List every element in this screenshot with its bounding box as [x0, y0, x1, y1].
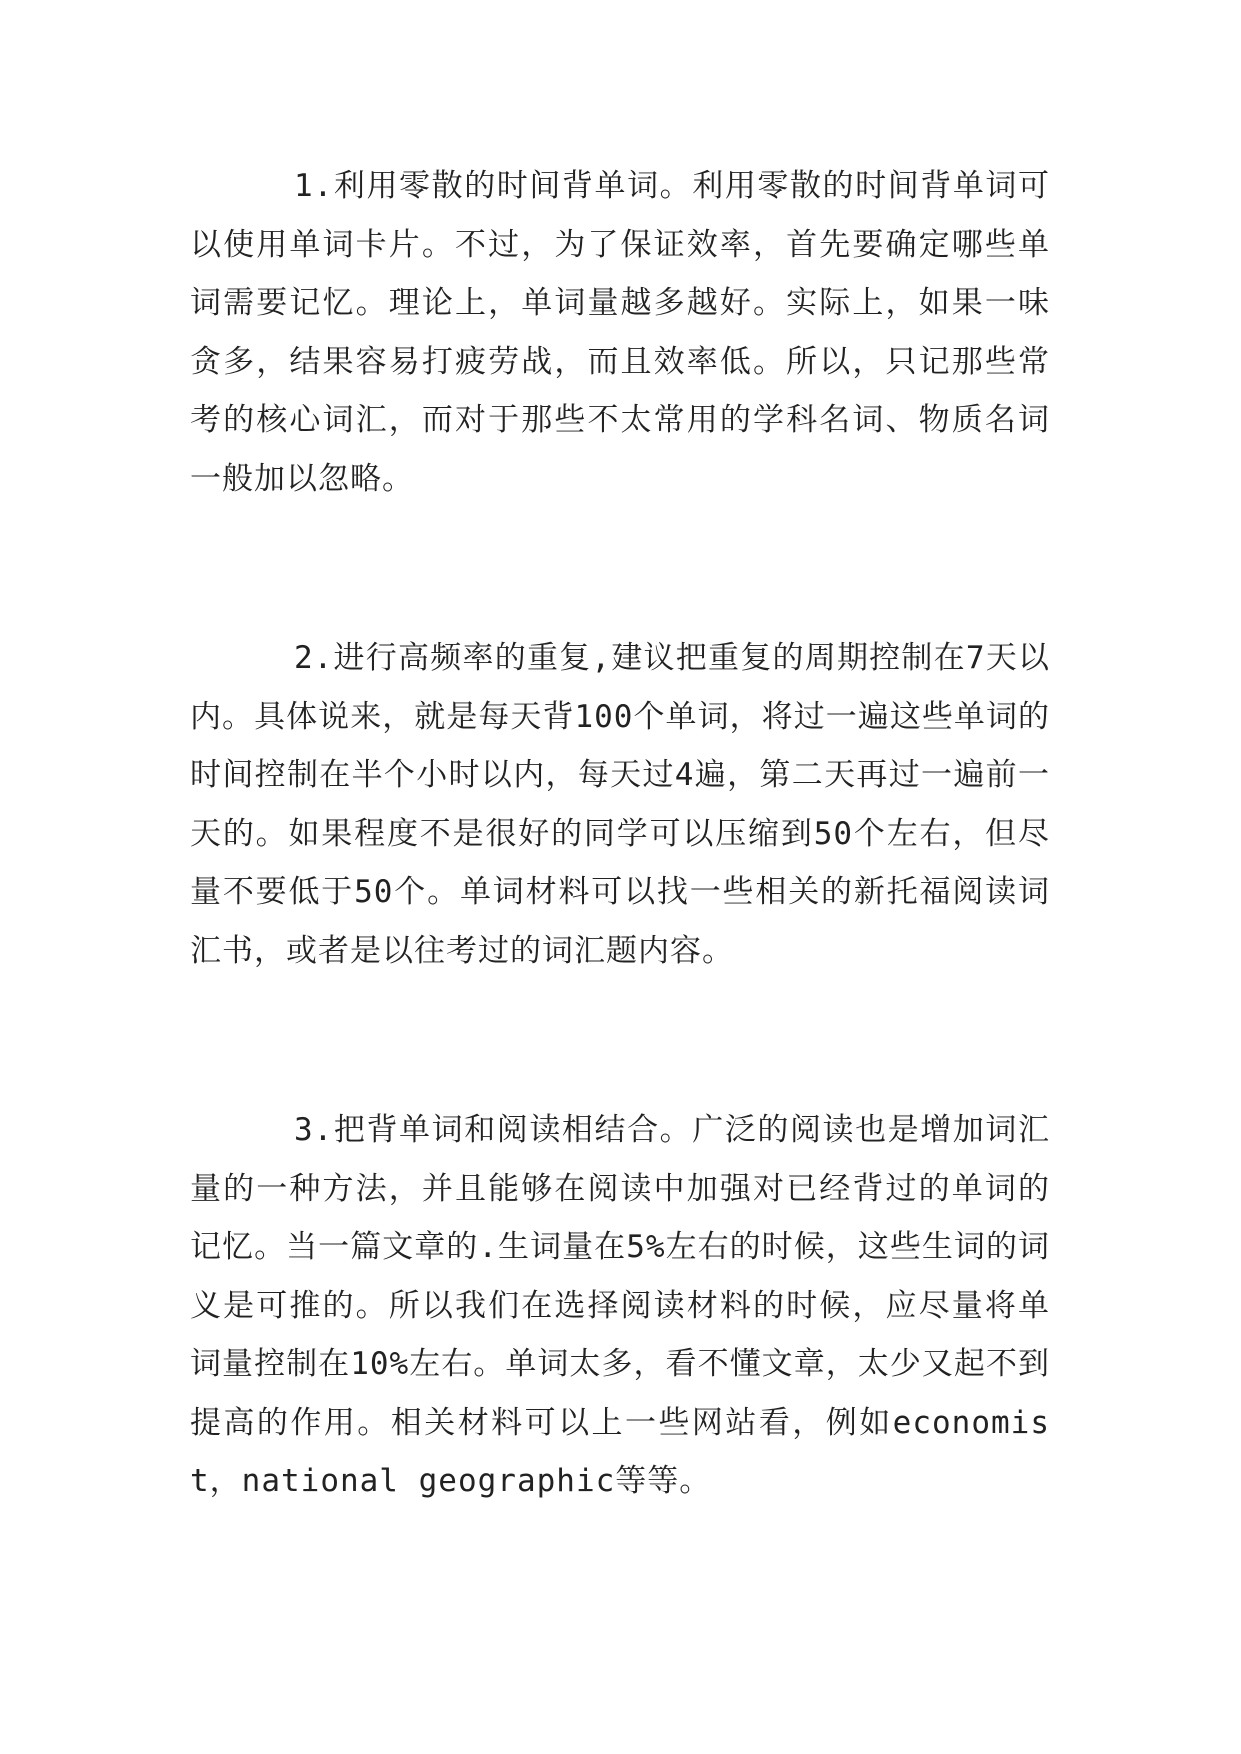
paragraph-2: 2.进行高频率的重复,建议把重复的周期控制在7天以内。具体说来，就是每天背100个单词，将过一遍这些单词的时间控制在半个小时以内，每天过4遍，第二天再过一遍前一天的。如果程度不是很好的同学可以压缩到50个左右，但尽量不要低于50个。单词材料可以找一些相关的新托福阅读词汇书，或者是以往考过的词汇题内容。 [190, 640, 1050, 969]
paragraph-3: 3.把背单词和阅读相结合。广泛的阅读也是增加词汇量的一种方法，并且能够在阅读中加强对已经背过的单词的记忆。当一篇文章的.生词量在5%左右的时候，这些生词的词义是可推的。所以我们在选择阅读材料的时候，应尽量将单词量控制在10%左右。单词太多，看不懂文章，太少又起不到提高的作用。相关材料可以上一些网站看，例如economist，national geographic等等。 [190, 1112, 1050, 1499]
paragraph-1: 1.利用零散的时间背单词。利用零散的时间背单词可以使用单词卡片。不过，为了保证效率，首先要确定哪些单词需要记忆。理论上，单词量越多越好。实际上，如果一味贪多，结果容易打疲劳战，而且效率低。所以，只记那些常考的核心词汇，而对于那些不太常用的学科名词、物质名词一般加以忽略。 [190, 168, 1050, 497]
